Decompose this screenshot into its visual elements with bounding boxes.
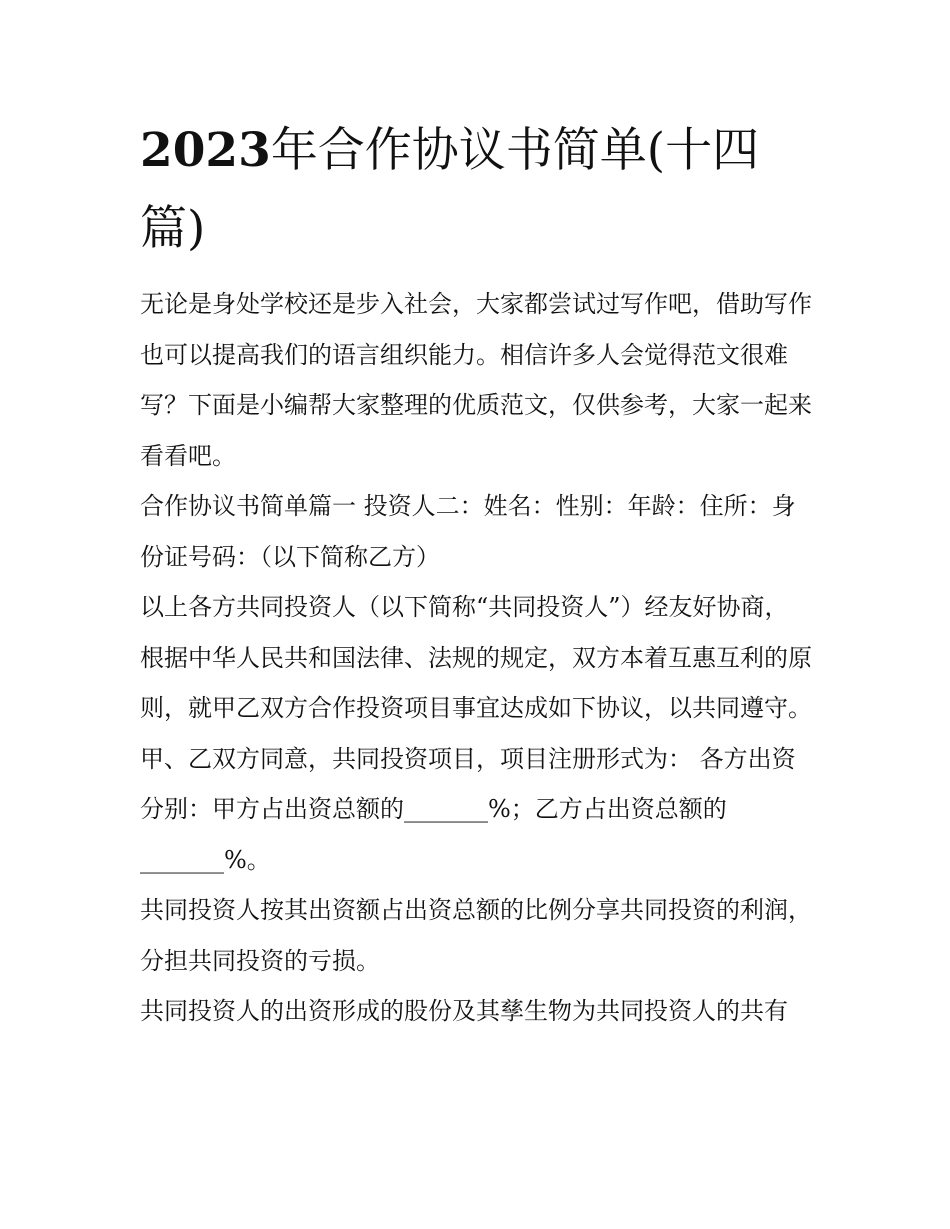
paragraph-party-two: 合作协议书简单篇一 投资人二：姓名：性别：年龄：住所：身份证号码：（以下简称乙方） [140,492,796,571]
document-page [140,0,812,1229]
paragraph-capital-contribution: 甲、乙双方同意，共同投资项目，项目注册形式为： 各方出资分别：甲方占出资总额的_______%；乙方占出资总额的_______%。 [140,744,796,874]
title-year: 2023 [140,123,271,178]
paragraph-profit-sharing: 共同投资人按其出资额占出资总额的比例分享共同投资的利润，分担共同投资的亏损。 [140,896,812,975]
paragraph-intro: 无论是身处学校还是步入社会，大家都尝试过写作吧，借助写作也可以提高我们的语言组织能力。相信许多人会觉得范文很难写？下面是小编帮大家整理的优质范文，仅供参考，大家一起来看看吧。 [140,290,812,470]
document-body [140,279,812,1037]
document-title [140,112,812,268]
title-text: 年合作协议书简单(十四篇) [140,123,760,256]
paragraph-agreement-basis: 以上各方共同投资人（以下简称“共同投资人”）经友好协商，根据中华人民共和国法律、法规的规定，双方本着互惠互利的原则，就甲乙双方合作投资项目事宜达成如下协议，以共同遵守。 [140,593,812,722]
paragraph-shares: 共同投资人的出资形成的股份及其孳生物为共同投资人的共有 [140,997,788,1025]
